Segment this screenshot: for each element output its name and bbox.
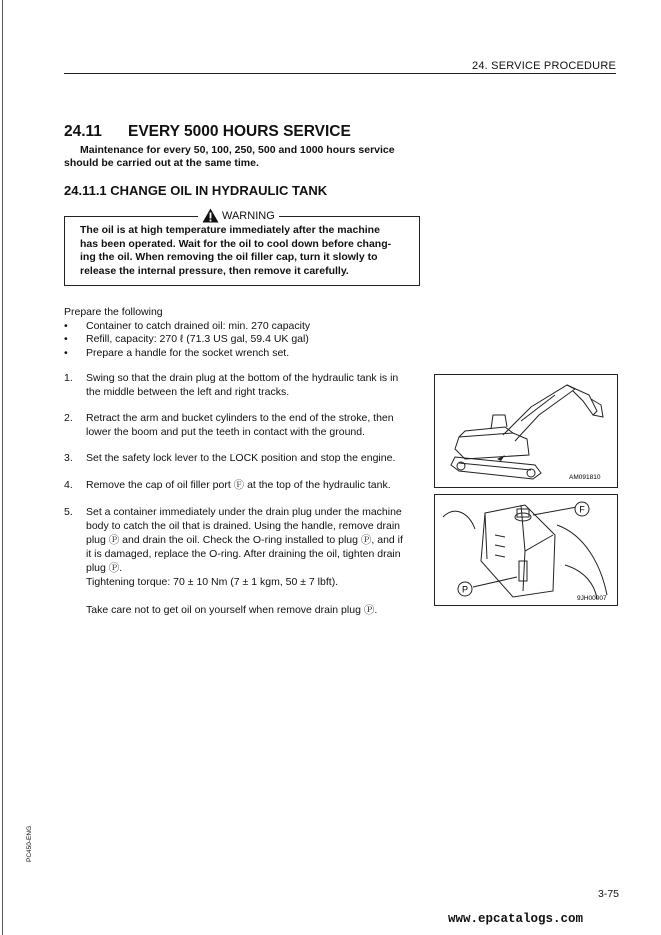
figure-code-1: AM091810 [569, 474, 601, 481]
warning-line: The oil is at high temperature immediately after the machine [80, 224, 380, 236]
step-number: 5. [64, 506, 73, 518]
step-line: plug Ⓟ and drain the oil. Check the O-ring installed to plug Ⓟ, and if [86, 534, 403, 546]
step-number: 1. [64, 372, 73, 384]
section-number: 24.11 [64, 123, 102, 140]
step-spacer [86, 589, 422, 603]
excavator-figure [434, 374, 618, 488]
bullet-icon: • [64, 319, 68, 332]
warning-line: has been operated. Wait for the oil to cool down before chang- [80, 237, 392, 250]
step-line: Take care not to get oil on yourself when remove drain plug Ⓟ. [86, 604, 378, 616]
subsection-heading: 24.11.1 CHANGE OIL IN HYDRAULIC TANK [64, 183, 328, 198]
step-line: Swing so that the drain plug at the bottom of the hydraulic tank is in [86, 372, 399, 384]
list-item [64, 347, 434, 361]
callout-f-label: F [579, 504, 585, 515]
step-line: plug Ⓟ. [86, 562, 123, 574]
step-1 [64, 371, 422, 399]
list-item [64, 320, 434, 334]
list-item [64, 333, 434, 347]
warning-line: ing the oil. When removing the oil filler cap, turn it slowly to [80, 251, 378, 263]
page-edge-rule [2, 0, 3, 935]
step-line: Remove the cap of oil filler port Ⓕ at the top of the hydraulic tank. [86, 479, 391, 491]
hydraulic-tank-figure [434, 494, 618, 606]
section-heading [64, 123, 351, 141]
step-line: it is damaged, replace the O-ring. After draining the oil, tighten drain [86, 548, 401, 560]
intro-line: Maintenance for every 50, 100, 250, 500 and 1000 hours service [80, 144, 395, 156]
page-number: 3-75 [598, 888, 620, 900]
step-line: Set a container immediately under the drain plug under the machine [86, 506, 402, 518]
step-number: 4. [64, 479, 73, 491]
step-line: body to catch the oil that is drained. Using the handle, remove drain [86, 520, 401, 532]
warning-label: WARNING [222, 209, 275, 222]
bullet-icon: • [64, 346, 68, 359]
warning-line: release the internal pressure, then remove it carefully. [80, 264, 349, 277]
warning-triangle-icon [202, 208, 219, 223]
intro-line: should be carried out at the same time. [64, 157, 259, 169]
step-line: lower the boom and put the teeth in contact with the ground. [86, 426, 366, 438]
warning-header [198, 208, 279, 223]
document-code: PC450-ENG [26, 825, 33, 862]
step-line: Retract the arm and bucket cylinders to the end of the stroke, then [86, 412, 394, 424]
warning-text [80, 224, 410, 278]
figure-code-2: 9JH00007 [577, 595, 607, 602]
list-item-text: Prepare a handle for the socket wrench set. [86, 346, 290, 359]
prepare-list [64, 306, 434, 360]
prepare-heading: Prepare the following [64, 306, 163, 318]
callout-p-label: P [461, 584, 469, 595]
running-header: 24. SERVICE PROCEDURE [472, 60, 616, 72]
step-line: Tightening torque: 70 ± 10 Nm (7 ± 1 kgm, 50 ± 7 lbft). [86, 576, 339, 588]
section-title: EVERY 5000 HOURS SERVICE [128, 123, 351, 140]
step-4 [64, 478, 422, 492]
step-number: 3. [64, 452, 73, 464]
step-line: the middle between the left and right tracks. [86, 386, 290, 398]
step-3 [64, 451, 422, 465]
bullet-icon: • [64, 333, 68, 345]
excavator-illustration-icon [435, 375, 617, 487]
step-number: 2. [64, 412, 73, 424]
step-2 [64, 411, 422, 439]
section-intro [64, 144, 425, 170]
hydraulic-tank-illustration-icon [435, 495, 617, 605]
step-line: Set the safety lock lever to the LOCK position and stop the engine. [86, 452, 396, 464]
step-5 [64, 505, 422, 617]
header-rule [64, 73, 616, 74]
list-item-text: Container to catch drained oil: min. 270 capacity [86, 319, 311, 332]
website-url: www.epcatalogs.com [448, 912, 584, 926]
list-item-text: Refill, capacity: 270 ℓ (71.3 US gal, 59.4 UK gal) [86, 333, 309, 345]
